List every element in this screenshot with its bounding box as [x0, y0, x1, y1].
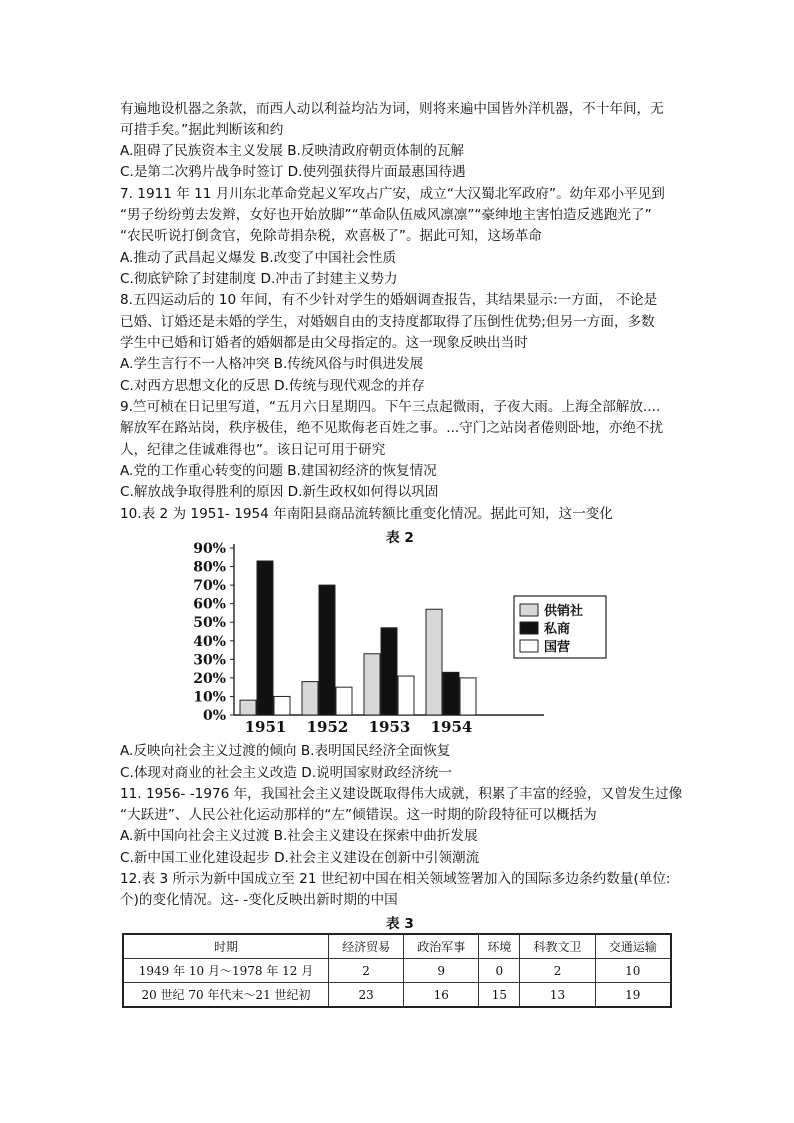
table-cell: 15 — [479, 983, 520, 1008]
table-cell: 2 — [520, 959, 595, 983]
text-line: 有遍地设机器之条款，而西人动以利益均沾为词，则将来遍中国皆外洋机器，不十年间，无 — [120, 101, 664, 117]
question-10-stem: 10.表 2 为 1951- 1954 年南阳县商品流转额比重变化情况。据此可知，这一变化 — [120, 506, 613, 522]
table-header-cell: 交通运输 — [595, 934, 671, 959]
bar-1951-1 — [257, 561, 273, 715]
question-9-stem: 9.竺可桢在日记里写道，“五月六日星期四。下午三点起微雨，子夜大雨。上海全部解放.... — [120, 399, 661, 415]
table-header-cell: 时期 — [123, 934, 329, 959]
table-cell: 2 — [329, 959, 404, 983]
table-row — [123, 959, 671, 983]
option-line: A.阻碍了民族资本主义发展 B.反映清政府朝贡体制的瓦解 — [120, 143, 465, 159]
option-line: C.解放战争取得胜利的原因 D.新生政权如何得以巩固 — [120, 484, 439, 500]
legend-swatch — [520, 622, 538, 634]
question-11-stem: 11. 1956- -1976 年，我国社会主义建设既取得伟大成就，积累了丰富的经验，又曾发生过像 — [120, 786, 683, 802]
table-cell: 23 — [329, 983, 404, 1008]
y-tick-label: 40% — [193, 633, 226, 650]
option-line: C.是第二次鸦片战争时签订 D.使列强获得片面最惠国待遇 — [120, 164, 466, 180]
x-tick-label: 1951 — [244, 718, 287, 736]
text-line: “农民听说打倒贪官，免除苛捐杂税，欢喜极了”。据此可知，这场革命 — [120, 228, 542, 244]
y-tick-label: 0% — [202, 708, 226, 724]
y-tick-label: 70% — [193, 578, 226, 595]
table-cell: 20 世纪 70 年代末～21 世纪初 — [123, 983, 329, 1008]
option-line: A.党的工作重心转变的问题 B.建国初经济的恢复情况 — [120, 463, 437, 479]
bar-1953-1 — [381, 628, 397, 715]
table2-title: 表 2 — [386, 530, 414, 546]
bar-1952-1 — [319, 585, 335, 715]
option-line: C.体现对商业的社会主义改造 D.说明国家财政经济统一 — [120, 765, 452, 781]
text-line: “男子纷纷剪去发辫，女好也开始放脚”“革命队伍威风凛凛”“豪绅地主害怕造反逃跑光了” — [120, 207, 652, 223]
option-line: C.新中国工业化建设起步 D.社会主义建设在创新中引领潮流 — [120, 850, 480, 866]
y-tick-label: 30% — [193, 652, 226, 669]
bar-1952-2 — [336, 687, 352, 715]
text-line: 已婚、订婚还是未婚的学生，对婚姻自由的支持度都取得了压倒性优势;但另一方面，多数 — [120, 314, 655, 330]
x-tick-label: 1953 — [368, 718, 411, 736]
text-line: 人，纪律之佳诚难得也”。该日记可用于研究 — [120, 442, 386, 458]
table-header-cell: 经济贸易 — [329, 934, 404, 959]
legend-label: 国营 — [544, 640, 571, 655]
y-tick-label: 80% — [193, 559, 226, 576]
question-7-stem: 7. 1911 年 11 月川东北革命党起义军攻占广安，成立“大汉蜀北军政府”。幼年邓小平见到 — [120, 186, 665, 202]
y-tick-label: 20% — [193, 670, 226, 687]
y-tick-label: 60% — [193, 596, 226, 613]
table-header-cell: 科教文卫 — [520, 934, 595, 959]
legend-label: 供销社 — [544, 604, 584, 619]
text-line: 个)的变化情况。这- -变化反映出新时期的中国 — [120, 892, 398, 908]
y-tick-label: 90% — [193, 541, 226, 557]
bar-1954-0 — [426, 609, 442, 715]
table-cell: 13 — [520, 983, 595, 1008]
legend-swatch — [520, 604, 538, 616]
bar-1954-1 — [443, 672, 459, 715]
y-tick-label: 10% — [193, 689, 226, 706]
option-line: A.新中国向社会主义过渡 B.社会主义建设在探索中曲折发展 — [120, 828, 478, 844]
option-line: C.对西方思想文化的反思 D.传统与现代观念的并存 — [120, 378, 425, 394]
bar-1954-2 — [460, 678, 476, 715]
y-tick-label: 50% — [193, 615, 226, 632]
option-line: A.学生言行不一人格冲突 B.传统风俗与时俱进发展 — [120, 356, 424, 372]
text-line: 学生中已婚和订婚者的婚姻都是由父母指定的。这一现象反映出当时 — [120, 335, 528, 351]
table-cell: 19 — [595, 983, 671, 1008]
bar-1953-0 — [364, 654, 380, 715]
table-cell: 9 — [404, 959, 479, 983]
text-line: 可措手矣。”据此判断该和约 — [120, 122, 284, 138]
option-line: A.反映向社会主义过渡的倾向 B.表明国民经济全面恢复 — [120, 743, 451, 759]
bar-chart — [193, 538, 584, 736]
legend-label: 私商 — [544, 622, 571, 637]
option-line: A.推动了武昌起义爆发 B.改变了中国社会性质 — [120, 250, 397, 266]
chart-bars — [240, 561, 476, 715]
x-tick-label: 1952 — [306, 718, 349, 736]
table-cell: 0 — [479, 959, 520, 983]
table-header-row — [123, 934, 671, 959]
bar-1952-0 — [302, 682, 318, 715]
text-line: 解放军在路站岗，秩序极佳，绝不见欺侮老百姓之事。...守门之站岗者倦则卧地，亦绝不扰 — [120, 420, 664, 436]
table-cell: 10 — [595, 959, 671, 983]
text-line: “大跃进”、人民公社化运动那样的“左”倾错误。这一时期的阶段特征可以概括为 — [120, 807, 597, 823]
table-cell: 16 — [404, 983, 479, 1008]
option-line: C.彻底铲除了封建制度 D.冲击了封建主义势力 — [120, 271, 398, 287]
question-8-stem: 8.五四运动后的 10 年间，有不少针对学生的婚姻调查报告，其结果显示:一方面， 不论是 — [120, 292, 658, 308]
table-header-cell: 环境 — [479, 934, 520, 959]
table3 — [122, 933, 672, 1008]
table-header-cell: 政治军事 — [404, 934, 479, 959]
x-tick-label: 1954 — [430, 718, 473, 736]
table-row — [123, 983, 671, 1008]
question-12-stem: 12.表 3 所示为新中国成立至 21 世纪初中国在相关领域签署加入的国际多边条约数量(单位: — [120, 871, 671, 887]
bar-1951-0 — [240, 700, 256, 715]
chart-legend — [514, 596, 606, 658]
table3-title: 表 3 — [386, 916, 414, 932]
bar-1953-2 — [398, 676, 414, 715]
table-cell: 1949 年 10 月～1978 年 12 月 — [123, 959, 329, 983]
legend-swatch — [520, 640, 538, 652]
bar-1951-2 — [274, 696, 290, 715]
